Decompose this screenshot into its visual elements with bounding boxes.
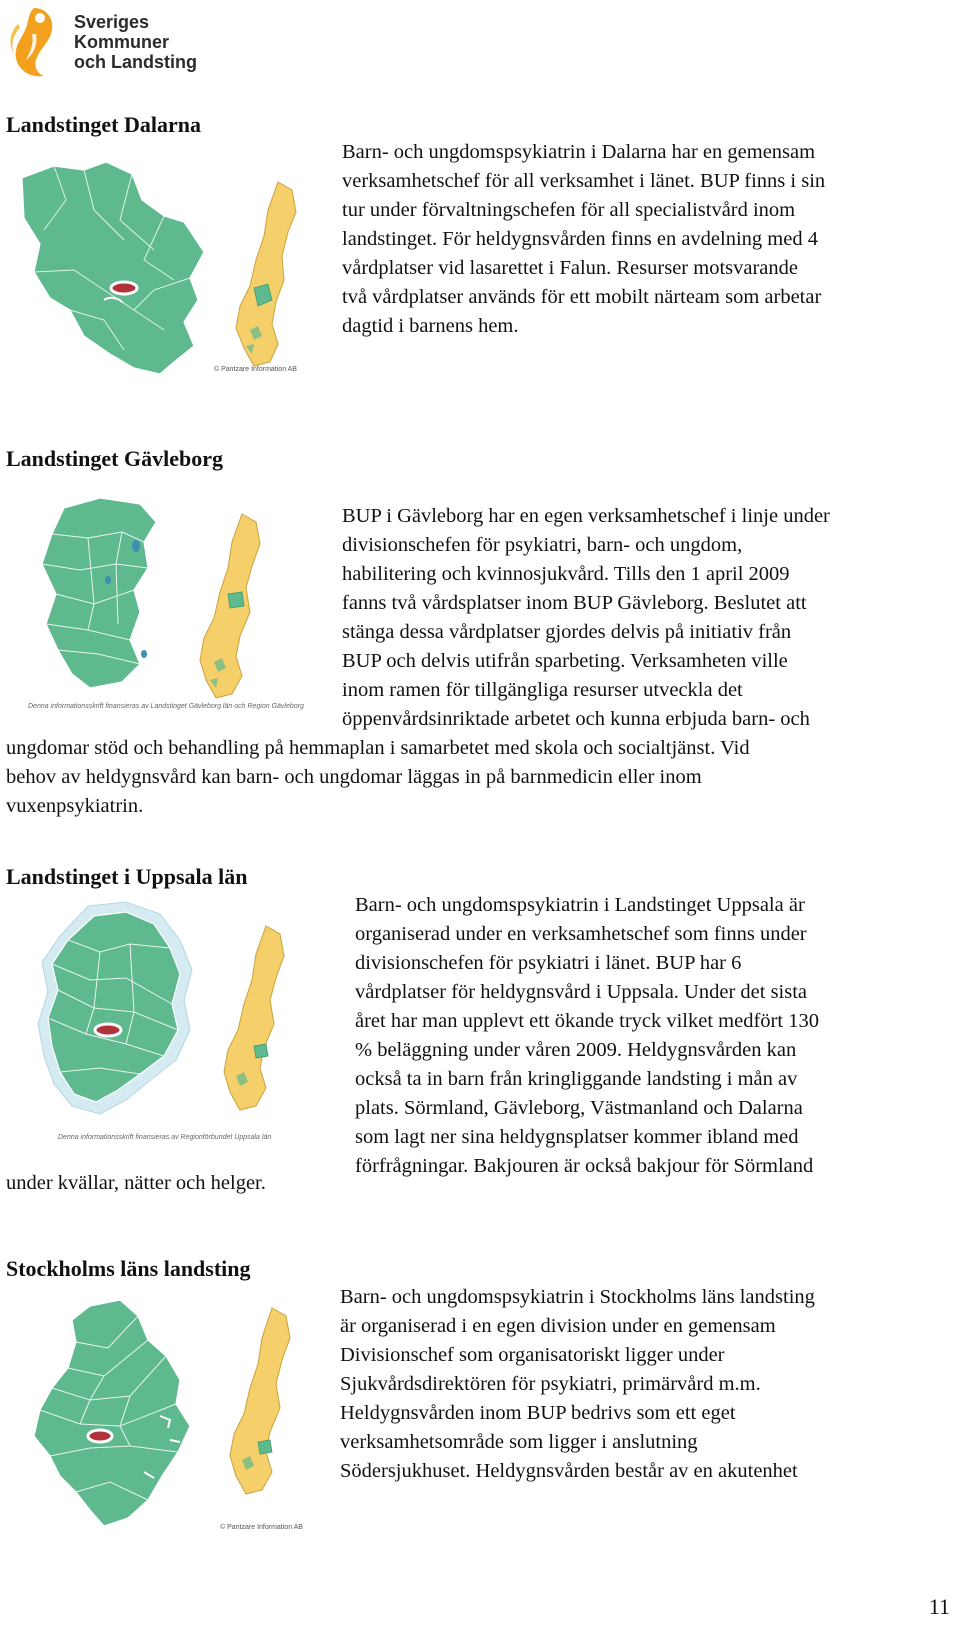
skl-logo xyxy=(4,4,204,84)
text-line: vårdplatser vid lasarettet i Falun. Resurser motsvarande xyxy=(342,257,798,279)
text-line: divisionschefen för psykiatri i länet. BUP har 6 xyxy=(355,952,742,974)
text-line: landstinget. För heldygnsvården finns en avdelning med 4 xyxy=(342,228,818,250)
map-credit: © Pantzare Information AB xyxy=(220,1524,303,1531)
text-line: inom ramen för tillgängliga resurser utveckla det xyxy=(342,679,743,701)
text-line: Heldygnsvården inom BUP bedrivs som ett eget xyxy=(340,1402,736,1424)
text-line: Barn- och ungdomspsykiatrin i Landstinget Uppsala är xyxy=(355,894,805,916)
text-line: behov av heldygnsvård kan barn- och ungdomar läggas in på barnmedicin eller inom xyxy=(6,766,702,788)
section-trailing-line xyxy=(6,1169,266,1198)
text-line: Södersjukhuset. Heldygnsvården består av en akutenhet xyxy=(340,1460,798,1482)
text-line: Divisionschef som organisatoriskt ligger under xyxy=(340,1344,725,1366)
text-line: Sjukvårdsdirektören för psykiatri, primärvård m.m. xyxy=(340,1373,761,1395)
text-line: ungdomar stöd och behandling på hemmaplan i samarbetet med skola och socialtjänst. Vid xyxy=(6,737,750,759)
section-body xyxy=(342,502,830,734)
text-line: förfrågningar. Bakjouren är också bakjour för Sörmland xyxy=(355,1155,814,1177)
text-line: % beläggning under våren 2009. Heldygnsvården kan xyxy=(355,1039,797,1061)
text-line: plats. Sörmland, Gävleborg, Västmanland och Dalarna xyxy=(355,1097,803,1119)
skl-logo-icon xyxy=(4,4,66,80)
section-heading: Landstinget i Uppsala län xyxy=(6,864,248,889)
text-line: tur under förvaltningschefen för all specialistvård inom xyxy=(342,199,796,221)
text-line: Barn- och ungdomspsykiatrin i Dalarna har en gemensam xyxy=(342,141,816,163)
section-heading: Landstinget Dalarna xyxy=(6,112,201,137)
text-line: vårdplatser för heldygnsvård i Uppsala. Under det sista xyxy=(355,981,808,1003)
text-line: är organiserad i en egen division under en gemensam xyxy=(340,1315,776,1337)
section-body-full xyxy=(6,734,750,821)
text-line: också ta in barn från kringliggande landsting i mån av xyxy=(355,1068,798,1090)
section-heading: Landstinget Gävleborg xyxy=(6,446,223,471)
map-credit: Denna informationsskrift finansieras av Regionförbundet Uppsala län xyxy=(58,1134,272,1141)
text-line: två vårdplatser används för ett mobilt närteam som arbetar xyxy=(342,286,822,308)
uppsala-map xyxy=(30,900,300,1140)
text-line: vuxenpsykiatrin. xyxy=(6,795,144,817)
dalarna-map xyxy=(14,160,314,392)
section-body xyxy=(342,138,825,341)
text-line: habilitering och kvinnosjukvård. Tills den 1 april 2009 xyxy=(342,563,790,585)
text-line: öppenvårdsinriktade arbetet och kunna erbjuda barn- och xyxy=(342,708,810,730)
gavleborg-map xyxy=(28,494,318,704)
text-line: BUP i Gävleborg har en egen verksamhetschef i linje under xyxy=(342,505,830,527)
map-credit: © Pantzare Information AB xyxy=(214,366,297,373)
text-line: som lagt ner sina heldygnsplatser kommer ibland med xyxy=(355,1126,799,1148)
section-body xyxy=(340,1283,815,1486)
page-number: 11 xyxy=(928,1594,950,1619)
text-line: stänga dessa vårdplatser gjordes delvis på initiativ från xyxy=(342,621,792,643)
text-line: organiserad under en verksamhetschef som finns under xyxy=(355,923,807,945)
text-line: under kvällar, nätter och helger. xyxy=(6,1172,266,1194)
text-line: divisionschefen för psykiatri, barn- och ungdom, xyxy=(342,534,743,556)
text-line: verksamhetschef för all verksamhet i länet. BUP finns i sin xyxy=(342,170,826,192)
logo-line: och Landsting xyxy=(74,52,197,72)
text-line: året har man upplevt ett ökande tryck vilket medfört 130 xyxy=(355,1010,819,1032)
text-line: dagtid i barnens hem. xyxy=(342,315,519,337)
section-body xyxy=(355,891,819,1181)
text-line: BUP och delvis utifrån sparbeting. Verksamheten ville xyxy=(342,650,788,672)
logo-text xyxy=(74,12,197,72)
section-heading: Stockholms läns landsting xyxy=(6,1256,251,1281)
map-credit: Denna informationsskrift finansieras av Landstinget Gävleborg län och Region Gävleborg xyxy=(28,703,304,710)
logo-line: Sveriges xyxy=(74,12,150,32)
text-line: fanns två vårdsplatser inom BUP Gävleborg. Beslutet att xyxy=(342,592,807,614)
logo-line: Kommuner xyxy=(74,32,170,52)
stockholm-map xyxy=(20,1296,320,1540)
text-line: verksamhetsområde som ligger i anslutning xyxy=(340,1431,698,1453)
text-line: Barn- och ungdomspsykiatrin i Stockholms läns landsting xyxy=(340,1286,815,1308)
